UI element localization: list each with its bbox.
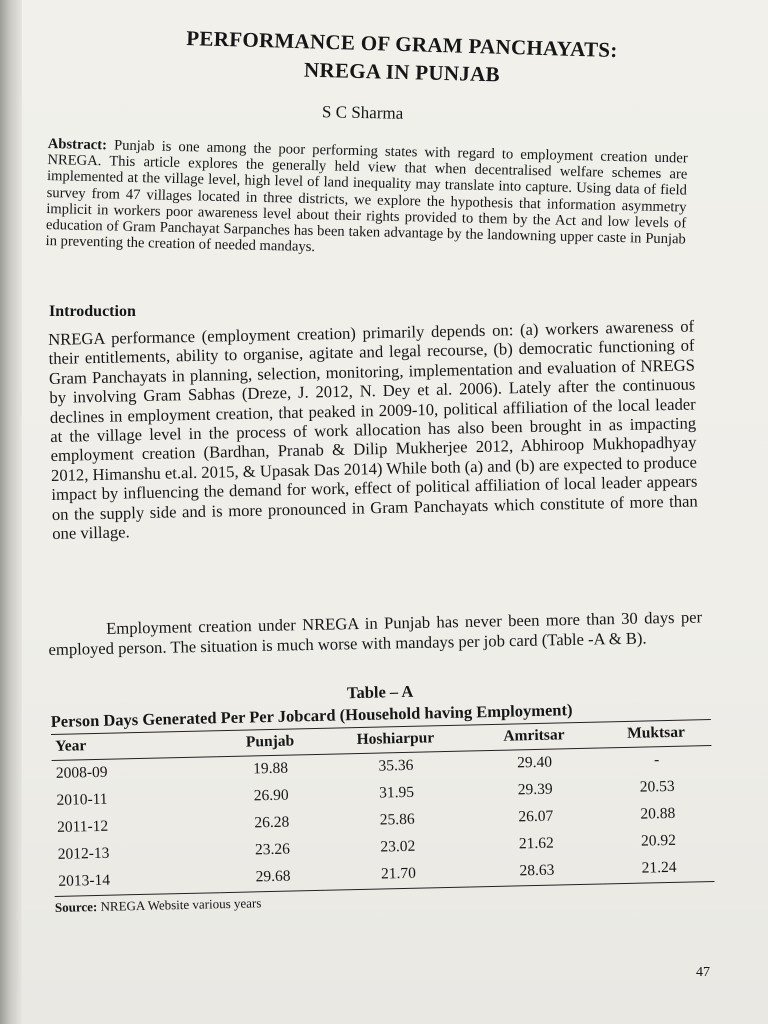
column-header-hoshiarpur: Hoshiarpur — [322, 726, 468, 755]
table-cell: 26.90 — [253, 786, 289, 805]
table-cell: 23.26 — [254, 840, 291, 859]
table-cell: 20.92 — [640, 831, 677, 850]
page-number: 47 — [696, 965, 710, 980]
column-header-year: Year — [51, 731, 217, 760]
table-cell: 2011-12 — [56, 817, 109, 836]
column-header-amritsar: Amritsar — [467, 723, 600, 751]
abstract-text: Punjab is one among the poor performing states with regard to employment creation under NREGA. This article explores the generally held view that when decentralised welfare schemes are implemented at the village level, high level of land inequality may translate into capture. Using data of field survey from 47 villages located in three districts, we explore the hypothesis that information asymmetry implicit in workers poor awareness level about their rights provided to them by the Act and low levels of education of Gram Panchayat Sarpanches has been taken advantage by the landowning upper caste in Punjab in preventing the creation of needed mandays. — [45, 137, 688, 256]
table-cell: 2010-11 — [56, 790, 108, 809]
source-text: NREGA Website various years — [97, 895, 262, 914]
table-cell: - — [653, 751, 660, 769]
column-header-muktsar: Muktsar — [599, 720, 712, 748]
table-cell: 21.70 — [380, 864, 417, 883]
abstract-label: Abstract: — [47, 136, 108, 154]
table-cell: 2012-13 — [57, 844, 110, 863]
column-header-punjab: Punjab — [216, 729, 322, 757]
table-cell: 29.68 — [255, 867, 291, 886]
table-label: Table – A — [346, 681, 414, 703]
table-cell: 2013-14 — [58, 871, 111, 890]
table-cell: 2008-09 — [55, 763, 108, 782]
table-cell: 26.07 — [518, 807, 554, 826]
source-label: Source: — [54, 898, 98, 915]
paper-page — [22, 0, 768, 1024]
table-cell: 28.63 — [519, 861, 555, 880]
table-cell: 20.53 — [639, 777, 675, 796]
table-cell: 20.88 — [640, 804, 676, 823]
table-cell: 29.39 — [517, 780, 553, 799]
table-cell: 21.62 — [518, 834, 555, 853]
paper-title-line-2: NREGA IN PUNJAB — [303, 57, 501, 87]
abstract — [45, 136, 687, 264]
data-table — [51, 720, 715, 897]
book-spine-shadow — [0, 0, 22, 1024]
table-cell: 25.86 — [379, 810, 415, 829]
introduction-heading: Introduction — [49, 303, 136, 320]
table-a — [50, 675, 715, 916]
table-cell: 35.36 — [378, 756, 414, 775]
table-cell: 23.02 — [380, 837, 416, 856]
table-cell: 26.28 — [254, 813, 290, 832]
table-caption: Person Days Generated Per Per Jobcard (Household having Employment) — [50, 697, 710, 735]
table-cell: 31.95 — [378, 783, 415, 802]
table-cell: 29.40 — [516, 753, 553, 772]
introduction-paragraph-1: NREGA performance (employment creation) primarily depends on: (a) workers awareness of their entitlements, ability to organise, agitate and legal recourse, (b) democratic functioning of Gram Panchayats in planning, selection, monitoring, implementation and evaluation of NREGS by involving Gram Sabhas (Dreze, J. 2012, N. Dey et al. 2006). Lately after the continuous declines in employment creation, that peaked in 2009-10, political affiliation of the local leader at the village level in the process of work allocation has also been brought in as impacting employment creation (Bardhan, Pranab & Dilip Mukherjee 2012, Abhiroop Mukhopadhyay 2012, Himanshu et.al. 2015, & Upasak Das 2014) While both (a) and (b) are expected to produce impact by influencing the demand for work, effect of political affiliation of local leader appears on the supply side and is more pronounced in Gram Panchayats which constitute of more than one village. — [48, 316, 698, 544]
introduction-paragraph-2: Employment creation under NREGA in Punjab has never been more than 30 days per employed person. The situation is much worse with mandays per job card (Table -A & B). — [48, 607, 703, 659]
paper-title-line-1: PERFORMANCE OF GRAM PANCHAYATS: — [186, 25, 618, 63]
author-name: S C Sharma — [321, 102, 404, 123]
table-cell: 19.88 — [253, 759, 289, 778]
table-cell: 21.24 — [641, 858, 677, 877]
